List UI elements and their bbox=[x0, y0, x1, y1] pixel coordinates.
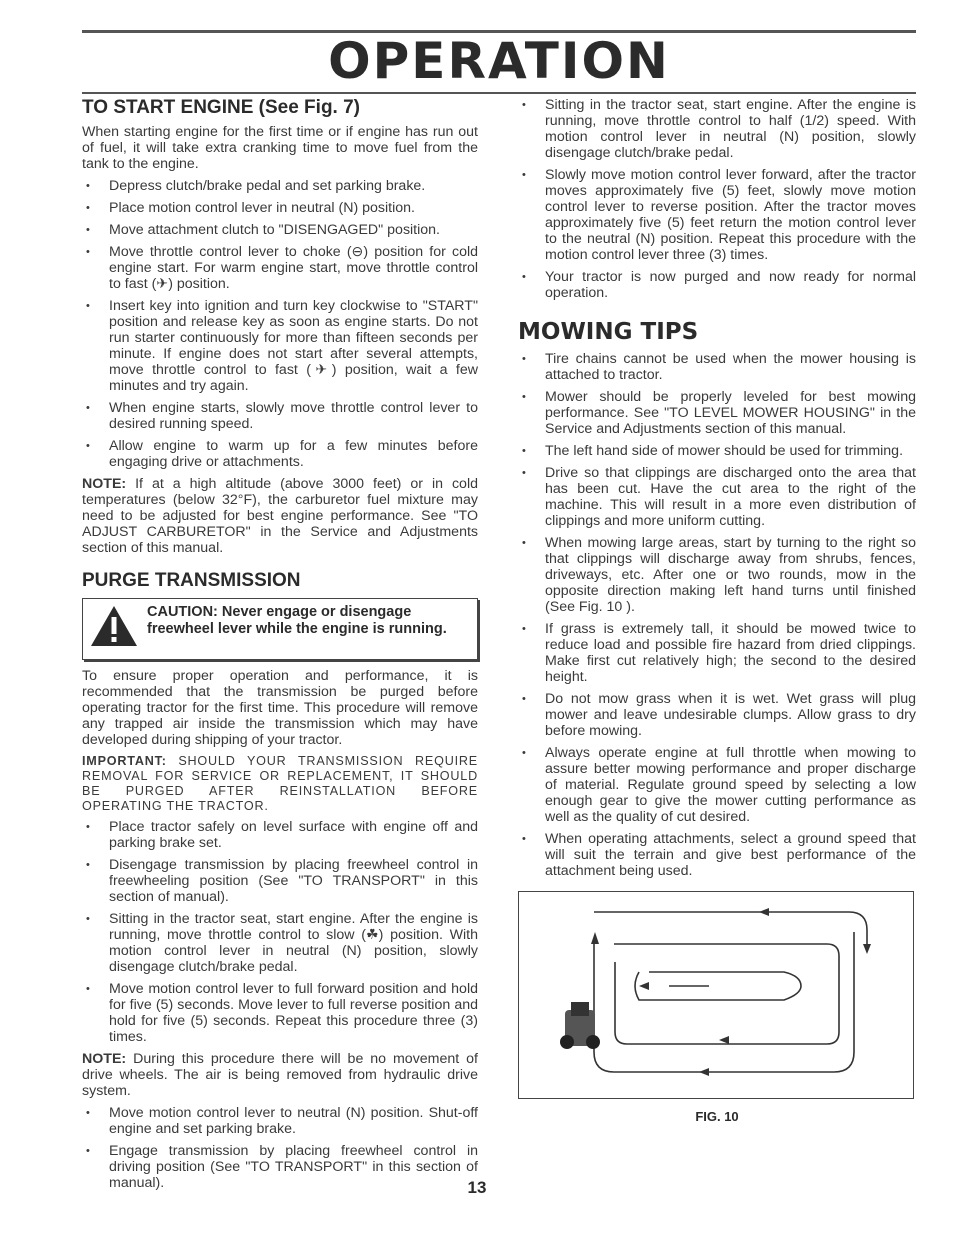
list-item: • Mower should be properly leveled for best mowing performance. See "TO LEVEL MOWER HOUSING" in the Service and Adjustments section of this manual. bbox=[518, 389, 916, 437]
drive-note bbox=[82, 1051, 478, 1099]
page-number: 13 bbox=[467, 1178, 487, 1197]
start-engine-intro: When starting engine for the first time or if engine has run out of fuel, it will take extra cranking time to move fuel from the tank to the engine. bbox=[82, 124, 478, 172]
list-item: • Tire chains cannot be used when the mower housing is attached to tractor. bbox=[518, 351, 916, 383]
list-item: • Depress clutch/brake pedal and set parking brake. bbox=[82, 178, 478, 194]
list-item: • Insert key into ignition and turn key clockwise to "START" position and release key as soon as engine starts. Do not run starter continuously for more than fifteen seconds per minute. If engine does not start after several attempts, move throttle control to fast (✈) position, wait a few minutes and try again. bbox=[82, 298, 478, 394]
note-label: NOTE: bbox=[82, 476, 127, 492]
list-item: • Disengage transmission by placing freewheel control in freewheeling position (See "TO TRANSPORT" in this section of manual). bbox=[82, 857, 478, 905]
list-item: • Engage transmission by placing freewheel control in driving position (See "TO TRANSPORT" in this section of manual). bbox=[82, 1143, 478, 1191]
mowing-tips-heading: MOWING TIPS bbox=[518, 319, 699, 345]
important-label: IMPORTANT: bbox=[82, 754, 167, 768]
list-item: • If grass is extremely tall, it should be mowed twice to reduce load and possible fire hazard from dried clippings. Make first cut relatively high; the second to the desired height. bbox=[518, 621, 916, 685]
start-engine-list bbox=[82, 178, 478, 470]
list-item: • Sitting in the tractor seat, start engine. After the engine is running, move throttle control to slow (☘) position. With motion control lever in neutral (N) position, slowly disengage clutch/brake pedal. bbox=[82, 911, 478, 975]
purge-heading: PURGE TRANSMISSION bbox=[82, 570, 301, 591]
page-title: OPERATION bbox=[328, 32, 670, 90]
caution-text: CAUTION: Never engage or disengage freewheel lever while the engine is running. bbox=[147, 604, 447, 637]
purge-list bbox=[82, 819, 478, 1045]
list-item: • When engine starts, slowly move throttle control lever to desired running speed. bbox=[82, 400, 478, 432]
note-label: NOTE: bbox=[82, 1051, 127, 1067]
important-note bbox=[82, 754, 478, 814]
list-item: • Your tractor is now purged and now ready for normal operation. bbox=[518, 269, 916, 301]
right-column bbox=[518, 97, 916, 1124]
list-item: • Move motion control lever to neutral (N) position. Shut-off engine and set parking brake. bbox=[82, 1105, 478, 1137]
note-text: If at a high altitude (above 3000 feet) or in cold temperatures (below 32°F), the carburetor fuel mixture may need to be adjusted for best engine performance. See "TO ADJUST CARBURETOR" in the Service and Adjustments section of this manual. bbox=[82, 476, 478, 556]
header-bottom-rule bbox=[82, 92, 916, 94]
caution-box bbox=[82, 598, 478, 660]
altitude-note bbox=[82, 476, 478, 556]
important-text: SHOULD YOUR TRANSMISSION REQUIRE REMOVAL FOR SERVICE OR REPLACEMENT, IT SHOULD BE PURGED AFTER REINSTALLATION BEFORE OPERATING THE TRACTOR. bbox=[82, 754, 478, 813]
purge-intro: To ensure proper operation and performance, it is recommended that the transmission be purged before operating tractor for the first time. This procedure will remove any trapped air inside the transmission which may have developed during shipping of your tractor. bbox=[82, 668, 478, 748]
list-item: • Drive so that clippings are discharged onto the area that has been cut. Have the cut area to the right of the machine. This will result in a more even distribution of clippings and more uniform cutting. bbox=[518, 465, 916, 529]
list-item: • Slowly move motion control lever forward, after the tractor moves approximately five (5) feet, slowly move motion control lever to reverse position. After the tractor moves approximately five (5) feet return the motion control lever to the neutral (N) position. Repeat this procedure with the motion control lever three (3) times. bbox=[518, 167, 916, 263]
list-item: • Move throttle control lever to choke (⊖) position for cold engine start. For warm engine start, move throttle control to fast (✈) position. bbox=[82, 244, 478, 292]
purge-list-right bbox=[518, 97, 916, 301]
list-item: • The left hand side of mower should be used for trimming. bbox=[518, 443, 916, 459]
list-item: • When mowing large areas, start by turning to the right so that clippings will discharge away from shrubs, fences, driveways, etc. After one or two rounds, mow in the opposite direction making left hand turns until finished (See Fig. 10 ). bbox=[518, 535, 916, 615]
list-item: • Allow engine to warm up for a few minutes before engaging drive or attachments. bbox=[82, 438, 478, 470]
mowing-tips-list bbox=[518, 351, 916, 879]
list-item: • When operating attachments, select a ground speed that will suit the terrain and give best performance of the attachment being used. bbox=[518, 831, 916, 879]
start-engine-heading: TO START ENGINE (See Fig. 7) bbox=[82, 97, 360, 118]
mowing-pattern-figure bbox=[518, 891, 914, 1099]
list-item: • Move attachment clutch to "DISENGAGED" position. bbox=[82, 222, 478, 238]
mowing-pattern-diagram bbox=[519, 892, 913, 1098]
warning-icon bbox=[89, 604, 147, 653]
left-column bbox=[82, 97, 478, 1197]
list-item: • Sitting in the tractor seat, start engine. After the engine is running, move throttle control to half (1/2) speed. With motion control lever in neutral (N) position, slowly disengage clutch/brake pedal. bbox=[518, 97, 916, 161]
note-text: During this procedure there will be no movement of drive wheels. The air is being removed from hydraulic drive system. bbox=[82, 1051, 478, 1099]
list-item: • Always operate engine at full throttle when mowing to assure better mowing performance and proper discharge of material. Regulate ground speed by selecting a low enough gear to give the mower cutting performance as well as the quality of cut desired. bbox=[518, 745, 916, 825]
list-item: • Move motion control lever to full forward position and hold for five (5) seconds. Move lever to full reverse position and hold for five (5) seconds. Repeat this procedure three (3) times. bbox=[82, 981, 478, 1045]
list-item: • Place tractor safely on level surface with engine off and parking brake set. bbox=[82, 819, 478, 851]
figure-caption: FIG. 10 bbox=[695, 1109, 739, 1124]
list-item: • Do not mow grass when it is wet. Wet grass will plug mower and leave undesirable clumps. Allow grass to dry before mowing. bbox=[518, 691, 916, 739]
list-item: • Place motion control lever in neutral (N) position. bbox=[82, 200, 478, 216]
